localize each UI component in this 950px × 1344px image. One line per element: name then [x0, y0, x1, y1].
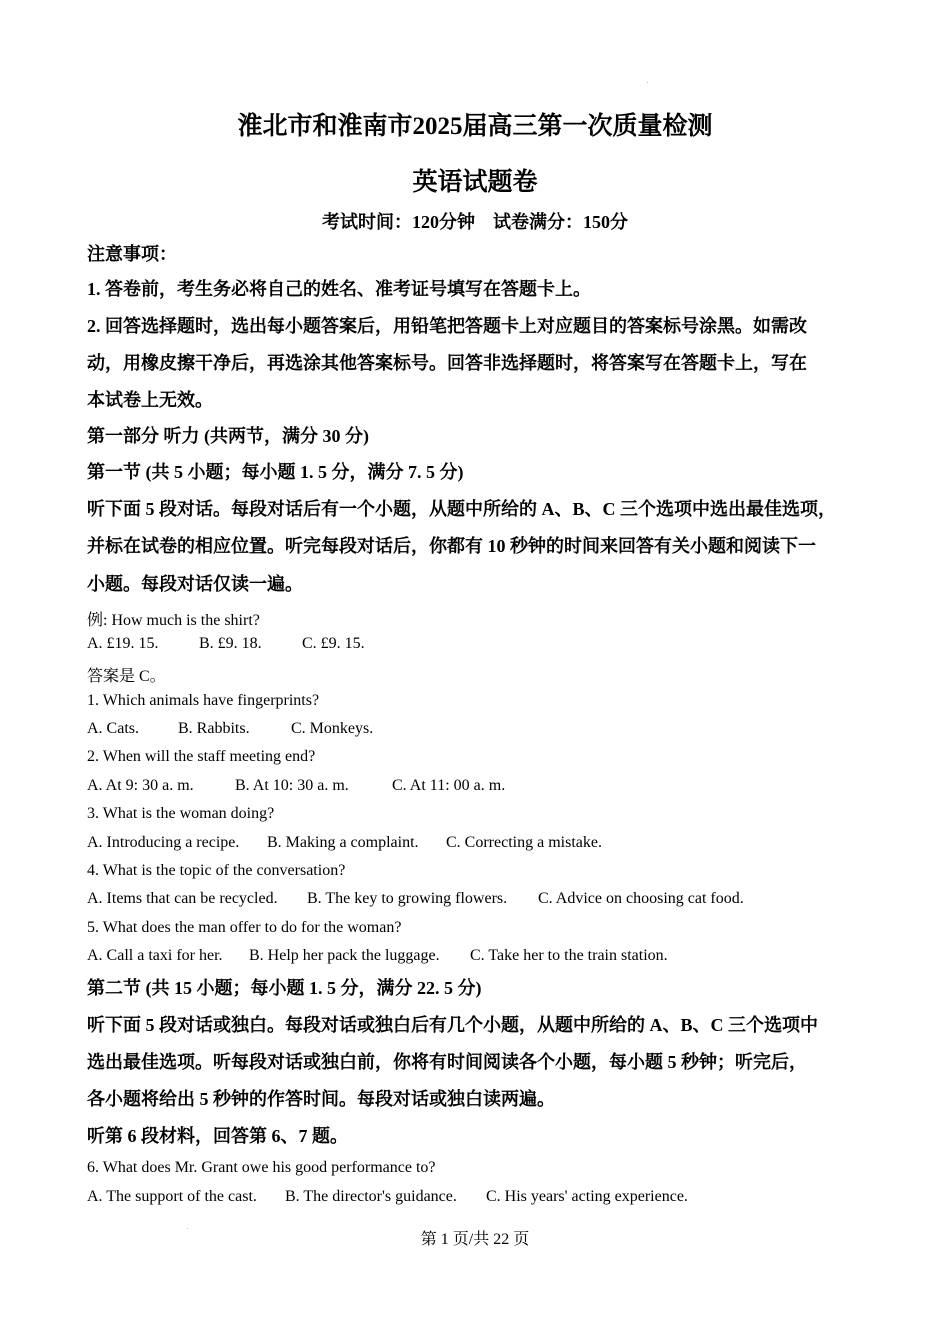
- example-answer: 答案是 C。: [87, 668, 166, 685]
- option-a: A. The support of the cast.: [87, 1188, 257, 1205]
- question-3-options: [87, 834, 602, 852]
- question-1: 1. Which animals have fingerprints?: [87, 692, 320, 709]
- option-c: C. £9. 15.: [302, 635, 365, 652]
- question-5: 5. What does the man offer to do for the woman?: [87, 919, 402, 936]
- question-2-options: [87, 777, 505, 795]
- exam-info: 考试时间：120分钟 试卷满分：150分: [322, 212, 628, 232]
- notes-item-2-line-2: 动，用橡皮擦干净后，再选涂其他答案标号。回答非选择题时，将答案写在答题卡上，写在: [87, 353, 807, 373]
- notes-heading: 注意事项：: [87, 244, 177, 264]
- notes-item-2-line-3: 本试卷上无效。: [87, 390, 213, 410]
- exam-title: 淮北市和淮南市2025届高三第一次质量检测: [237, 113, 713, 140]
- option-b: B. At 10: 30 a. m.: [235, 777, 349, 794]
- option-b: B. Rabbits.: [178, 720, 250, 737]
- notes-item-1: 1. 答卷前，考生务必将自己的姓名、准考证号填写在答题卡上。: [87, 279, 591, 299]
- part1-heading: 第一部分 听力 (共两节，满分 30 分): [87, 426, 369, 446]
- material-6-heading: 听第 6 段材料，回答第 6、7 题。: [87, 1126, 348, 1146]
- section2-instruction-line-3: 各小题将给出 5 秒钟的作答时间。每段对话或独白读两遍。: [87, 1089, 555, 1109]
- notes-item-2-line-1: 2. 回答选择题时，选出每小题答案后，用铅笔把答题卡上对应题目的答案标号涂黑。如需改: [87, 316, 807, 336]
- page-number: 第 1 页/共 22 页: [420, 1231, 530, 1248]
- question-6: 6. What does Mr. Grant owe his good performance to?: [87, 1159, 436, 1176]
- option-b: B. Making a complaint.: [267, 834, 419, 851]
- section2-instruction-line-2: 选出最佳选项。听每段对话或独白前，你将有时间阅读各个小题，每小题 5 秒钟；听完后，: [87, 1052, 807, 1072]
- option-b: B. The director's guidance.: [285, 1188, 457, 1205]
- section1-heading: 第一节 (共 5 小题；每小题 1. 5 分，满分 7. 5 分): [87, 462, 464, 482]
- option-c: C. Correcting a mistake.: [446, 834, 602, 851]
- question-4-options: [87, 890, 744, 908]
- option-c: C. Monkeys.: [291, 720, 374, 737]
- option-a: A. Items that can be recycled.: [87, 890, 278, 907]
- scan-dot: [647, 82, 648, 83]
- option-a: A. Introducing a recipe.: [87, 834, 240, 851]
- option-b: B. £9. 18.: [199, 635, 262, 652]
- section1-instruction-line-2: 并标在试卷的相应位置。听完每段对话后，你都有 10 秒钟的时间来回答有关小题和阅读下一: [87, 536, 816, 556]
- exam-subtitle: 英语试题卷: [412, 169, 538, 196]
- section1-instruction-line-3: 小题。每段对话仅读一遍。: [87, 574, 303, 594]
- option-c: C. His years' acting experience.: [486, 1188, 688, 1205]
- section2-heading: 第二节 (共 15 小题；每小题 1. 5 分，满分 22. 5 分): [87, 978, 482, 998]
- section2-instruction-line-1: 听下面 5 段对话或独白。每段对话或独白后有几个小题，从题中所给的 A、B、C 三个选项中: [87, 1015, 818, 1035]
- option-c: C. Take her to the train station.: [470, 947, 668, 964]
- section1-instruction-line-1: 听下面 5 段对话。每段对话后有一个小题，从题中所给的 A、B、C 三个选项中选出最佳选项，: [87, 499, 836, 519]
- option-b: B. The key to growing flowers.: [307, 890, 508, 907]
- example-question: 例: How much is the shirt?: [87, 612, 260, 629]
- question-2: 2. When will the staff meeting end?: [87, 748, 316, 765]
- question-5-options: [87, 947, 668, 965]
- option-a: A. Call a taxi for her.: [87, 947, 223, 964]
- question-3: 3. What is the woman doing?: [87, 805, 275, 822]
- option-c: C. Advice on choosing cat food.: [538, 890, 744, 907]
- question-6-options: [87, 1188, 688, 1206]
- option-b: B. Help her pack the luggage.: [249, 947, 440, 964]
- option-a: A. At 9: 30 a. m.: [87, 777, 194, 794]
- question-1-options: [87, 720, 373, 738]
- option-a: A. £19. 15.: [87, 635, 159, 652]
- question-4: 4. What is the topic of the conversation?: [87, 862, 346, 879]
- option-a: A. Cats.: [87, 720, 139, 737]
- option-c: C. At 11: 00 a. m.: [392, 777, 506, 794]
- example-options: [87, 635, 365, 653]
